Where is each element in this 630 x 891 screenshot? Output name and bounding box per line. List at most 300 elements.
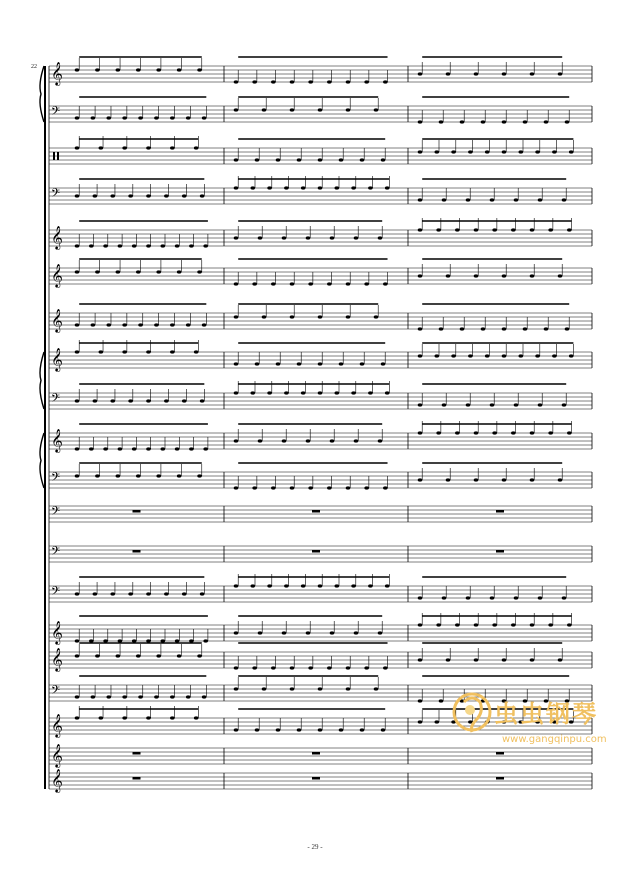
note-head xyxy=(442,198,447,201)
note-head xyxy=(251,391,256,394)
note-head xyxy=(481,120,486,123)
note-head xyxy=(502,354,507,357)
note-head xyxy=(519,150,524,153)
note-head xyxy=(136,474,141,477)
note-head xyxy=(110,194,115,197)
note-head xyxy=(301,186,306,189)
note-head xyxy=(202,323,207,326)
note-head xyxy=(558,72,563,75)
note-head xyxy=(154,695,159,698)
note-head xyxy=(103,244,108,247)
note-head xyxy=(138,695,143,698)
note-head xyxy=(175,244,180,247)
note-head xyxy=(106,323,111,326)
note-head xyxy=(146,639,151,642)
note-head xyxy=(565,327,570,330)
note-head xyxy=(271,80,276,83)
note-head xyxy=(122,323,127,326)
note-head xyxy=(252,282,257,285)
note-head xyxy=(514,596,519,599)
note-head xyxy=(368,584,373,587)
note-head xyxy=(75,695,80,698)
note-head xyxy=(252,80,257,83)
note-head xyxy=(252,486,257,489)
system-number: 22 xyxy=(31,64,37,70)
note-head xyxy=(164,592,169,595)
note-head xyxy=(75,399,80,402)
note-head xyxy=(530,431,535,434)
whole-rest xyxy=(496,550,504,553)
note-head xyxy=(474,478,479,481)
note-head xyxy=(492,228,497,231)
note-head xyxy=(136,68,141,71)
note-head xyxy=(154,323,159,326)
note-head xyxy=(435,354,440,357)
note-head xyxy=(262,315,267,318)
note-head xyxy=(502,327,507,330)
note-head xyxy=(474,274,479,277)
note-head xyxy=(267,584,272,587)
note-head xyxy=(492,431,497,434)
note-head xyxy=(197,654,202,657)
note-head xyxy=(284,584,289,587)
note-head xyxy=(175,639,180,642)
note-head xyxy=(436,228,441,231)
note-head xyxy=(146,716,151,719)
note-head xyxy=(490,198,495,201)
note-head xyxy=(271,486,276,489)
note-head xyxy=(255,362,260,365)
note-head xyxy=(118,447,123,450)
note-head xyxy=(335,186,340,189)
note-head xyxy=(170,146,175,149)
watermark-logo-icon xyxy=(450,690,494,736)
note-head xyxy=(381,362,386,365)
note-head xyxy=(567,431,572,434)
note-head xyxy=(128,592,133,595)
watermark xyxy=(450,690,620,760)
note-head xyxy=(351,186,356,189)
note-head xyxy=(290,315,295,318)
note-head xyxy=(234,108,239,111)
note-head xyxy=(318,584,323,587)
note-head xyxy=(378,439,383,442)
note-head xyxy=(330,631,335,634)
page-number: - 29 - xyxy=(307,843,323,851)
note-head xyxy=(118,639,123,642)
note-head xyxy=(75,350,80,353)
note-head xyxy=(89,244,94,247)
bass-clef-icon: 𝄢 xyxy=(51,392,61,408)
note-head xyxy=(466,198,471,201)
note-head xyxy=(523,327,528,330)
note-head xyxy=(327,282,332,285)
note-head xyxy=(161,447,166,450)
note-head xyxy=(378,631,383,634)
note-head xyxy=(202,116,207,119)
grand-staff-brace xyxy=(40,433,44,488)
note-head xyxy=(474,431,479,434)
note-head xyxy=(122,116,127,119)
note-head xyxy=(530,658,535,661)
note-head xyxy=(418,72,423,75)
note-head xyxy=(128,194,133,197)
note-head xyxy=(548,431,553,434)
note-head xyxy=(318,186,323,189)
note-head xyxy=(75,716,80,719)
note-head xyxy=(439,699,444,702)
note-head xyxy=(290,282,295,285)
note-head xyxy=(418,198,423,201)
note-head xyxy=(418,658,423,661)
note-head xyxy=(364,80,369,83)
note-head xyxy=(103,639,108,642)
bass-clef-icon: 𝄢 xyxy=(51,684,61,700)
note-head xyxy=(189,639,194,642)
note-head xyxy=(75,146,80,149)
note-head xyxy=(128,399,133,402)
note-head xyxy=(474,228,479,231)
note-head xyxy=(200,194,205,197)
note-head xyxy=(318,391,323,394)
note-head xyxy=(290,687,295,690)
note-head xyxy=(446,658,451,661)
whole-rest xyxy=(133,550,141,553)
note-head xyxy=(194,146,199,149)
note-head xyxy=(530,274,535,277)
note-head xyxy=(251,186,256,189)
note-head xyxy=(234,666,239,669)
bass-clef-icon: 𝄢 xyxy=(51,585,61,601)
note-head xyxy=(75,68,80,71)
note-head xyxy=(234,186,239,189)
note-head xyxy=(346,282,351,285)
treble-clef-icon: 𝄞 xyxy=(51,347,63,371)
note-head xyxy=(197,270,202,273)
note-head xyxy=(93,592,98,595)
note-head xyxy=(202,695,207,698)
note-head xyxy=(122,350,127,353)
note-head xyxy=(383,80,388,83)
note-head xyxy=(282,439,287,442)
note-head xyxy=(562,596,567,599)
note-head xyxy=(562,198,567,201)
note-head xyxy=(511,228,516,231)
note-head xyxy=(258,236,263,239)
note-head xyxy=(271,282,276,285)
note-head xyxy=(75,592,80,595)
note-head xyxy=(385,391,390,394)
note-head xyxy=(234,315,239,318)
note-head xyxy=(182,399,187,402)
note-head xyxy=(383,486,388,489)
whole-rest xyxy=(496,777,504,780)
note-head xyxy=(374,687,379,690)
note-head xyxy=(435,720,440,723)
note-head xyxy=(297,362,302,365)
note-head xyxy=(346,486,351,489)
note-head xyxy=(306,631,311,634)
note-head xyxy=(567,228,572,231)
note-head xyxy=(502,150,507,153)
note-head xyxy=(103,447,108,450)
note-head xyxy=(146,447,151,450)
note-head xyxy=(514,198,519,201)
treble-clef-icon: 𝄞 xyxy=(51,743,63,767)
note-head xyxy=(385,584,390,587)
note-head xyxy=(122,716,127,719)
note-head xyxy=(200,399,205,402)
note-head xyxy=(136,654,141,657)
note-head xyxy=(502,72,507,75)
note-head xyxy=(146,399,151,402)
note-head xyxy=(182,592,187,595)
note-head xyxy=(110,399,115,402)
note-head xyxy=(290,486,295,489)
note-head xyxy=(156,68,161,71)
note-head xyxy=(485,354,490,357)
note-head xyxy=(75,447,80,450)
note-head xyxy=(89,447,94,450)
note-head xyxy=(330,236,335,239)
note-head xyxy=(234,687,239,690)
note-head xyxy=(442,596,447,599)
note-head xyxy=(75,639,80,642)
note-head xyxy=(567,623,572,626)
note-head xyxy=(558,274,563,277)
note-head xyxy=(186,116,191,119)
note-head xyxy=(439,120,444,123)
note-head xyxy=(106,116,111,119)
note-head xyxy=(346,108,351,111)
note-head xyxy=(170,716,175,719)
treble-clef-icon: 𝄞 xyxy=(51,620,63,644)
note-head xyxy=(418,354,423,357)
note-head xyxy=(364,486,369,489)
note-head xyxy=(161,639,166,642)
note-head xyxy=(339,728,344,731)
note-head xyxy=(203,447,208,450)
note-head xyxy=(175,447,180,450)
note-head xyxy=(339,158,344,161)
note-head xyxy=(197,68,202,71)
note-head xyxy=(234,158,239,161)
note-head xyxy=(418,403,423,406)
note-head xyxy=(519,354,524,357)
note-head xyxy=(170,350,175,353)
note-head xyxy=(511,623,516,626)
note-head xyxy=(234,391,239,394)
note-head xyxy=(203,639,208,642)
treble-clef-icon: 𝄞 xyxy=(51,61,63,85)
note-head xyxy=(468,150,473,153)
grand-staff-brace xyxy=(40,66,44,122)
note-head xyxy=(460,120,465,123)
note-head xyxy=(490,596,495,599)
note-head xyxy=(436,431,441,434)
note-head xyxy=(318,158,323,161)
note-head xyxy=(490,403,495,406)
note-head xyxy=(383,666,388,669)
note-head xyxy=(418,431,423,434)
treble-clef-icon: 𝄞 xyxy=(51,647,63,671)
note-head xyxy=(93,399,98,402)
note-head xyxy=(262,687,267,690)
note-head xyxy=(451,354,456,357)
note-head xyxy=(351,584,356,587)
note-head xyxy=(535,150,540,153)
note-head xyxy=(455,623,460,626)
note-head xyxy=(252,666,257,669)
note-head xyxy=(95,270,100,273)
note-head xyxy=(562,403,567,406)
note-head xyxy=(335,584,340,587)
watermark-url: www.gangqinpu.com xyxy=(502,734,607,745)
note-head xyxy=(381,728,386,731)
note-head xyxy=(290,666,295,669)
note-head xyxy=(75,270,80,273)
note-head xyxy=(374,315,379,318)
percussion-clef-icon xyxy=(53,152,55,160)
note-head xyxy=(251,584,256,587)
note-head xyxy=(164,399,169,402)
note-head xyxy=(485,150,490,153)
note-head xyxy=(339,362,344,365)
note-head xyxy=(544,327,549,330)
note-head xyxy=(565,120,570,123)
note-head xyxy=(146,350,151,353)
note-head xyxy=(118,244,123,247)
note-head xyxy=(327,666,332,669)
note-head xyxy=(530,478,535,481)
note-head xyxy=(182,194,187,197)
note-head xyxy=(418,720,423,723)
note-head xyxy=(161,244,166,247)
note-head xyxy=(110,592,115,595)
note-head xyxy=(435,150,440,153)
note-head xyxy=(327,486,332,489)
note-head xyxy=(346,687,351,690)
note-head xyxy=(91,116,96,119)
note-head xyxy=(258,631,263,634)
note-head xyxy=(301,391,306,394)
note-head xyxy=(418,699,423,702)
note-head xyxy=(552,354,557,357)
note-head xyxy=(255,728,260,731)
note-head xyxy=(301,584,306,587)
note-head xyxy=(474,623,479,626)
note-head xyxy=(136,270,141,273)
note-head xyxy=(234,236,239,239)
note-head xyxy=(116,474,121,477)
note-head xyxy=(502,478,507,481)
note-head xyxy=(267,186,272,189)
note-head xyxy=(455,228,460,231)
note-head xyxy=(378,236,383,239)
note-head xyxy=(474,658,479,661)
note-head xyxy=(446,72,451,75)
whole-rest xyxy=(133,510,141,513)
note-head xyxy=(327,80,332,83)
note-head xyxy=(530,72,535,75)
note-head xyxy=(502,120,507,123)
bass-clef-icon: 𝄢 xyxy=(51,187,61,203)
note-head xyxy=(530,623,535,626)
bass-clef-icon: 𝄢 xyxy=(51,505,61,521)
note-head xyxy=(308,666,313,669)
note-head xyxy=(306,236,311,239)
note-head xyxy=(351,391,356,394)
treble-clef-icon: 𝄞 xyxy=(51,263,63,287)
note-head xyxy=(418,274,423,277)
note-head xyxy=(282,631,287,634)
whole-rest xyxy=(496,510,504,513)
note-head xyxy=(460,327,465,330)
note-head xyxy=(95,654,100,657)
note-head xyxy=(116,654,121,657)
note-head xyxy=(318,315,323,318)
note-head xyxy=(474,72,479,75)
note-head xyxy=(523,120,528,123)
note-head xyxy=(346,315,351,318)
note-head xyxy=(203,244,208,247)
note-head xyxy=(511,431,516,434)
note-head xyxy=(544,120,549,123)
note-head xyxy=(308,282,313,285)
note-head xyxy=(234,80,239,83)
note-head xyxy=(535,354,540,357)
note-head xyxy=(200,592,205,595)
note-head xyxy=(360,362,365,365)
note-head xyxy=(170,323,175,326)
note-head xyxy=(154,116,159,119)
note-head xyxy=(552,150,557,153)
note-head xyxy=(189,447,194,450)
note-head xyxy=(186,323,191,326)
note-head xyxy=(354,236,359,239)
note-head xyxy=(418,150,423,153)
treble-clef-icon: 𝄞 xyxy=(51,768,63,792)
note-head xyxy=(234,584,239,587)
watermark-title: 虫虫钢琴 xyxy=(494,700,598,728)
note-head xyxy=(308,80,313,83)
note-head xyxy=(385,186,390,189)
note-head xyxy=(146,244,151,247)
note-head xyxy=(276,158,281,161)
note-head xyxy=(262,108,267,111)
note-head xyxy=(75,244,80,247)
note-head xyxy=(75,194,80,197)
note-head xyxy=(439,327,444,330)
note-head xyxy=(186,695,191,698)
note-head xyxy=(446,274,451,277)
note-head xyxy=(364,666,369,669)
note-head xyxy=(234,362,239,365)
note-head xyxy=(418,228,423,231)
note-head xyxy=(276,728,281,731)
note-head xyxy=(75,116,80,119)
note-head xyxy=(381,158,386,161)
note-head xyxy=(177,270,182,273)
note-head xyxy=(258,439,263,442)
note-head xyxy=(282,236,287,239)
note-head xyxy=(481,327,486,330)
note-head xyxy=(156,474,161,477)
note-head xyxy=(290,108,295,111)
note-head xyxy=(99,146,104,149)
note-head xyxy=(138,116,143,119)
note-head xyxy=(99,716,104,719)
